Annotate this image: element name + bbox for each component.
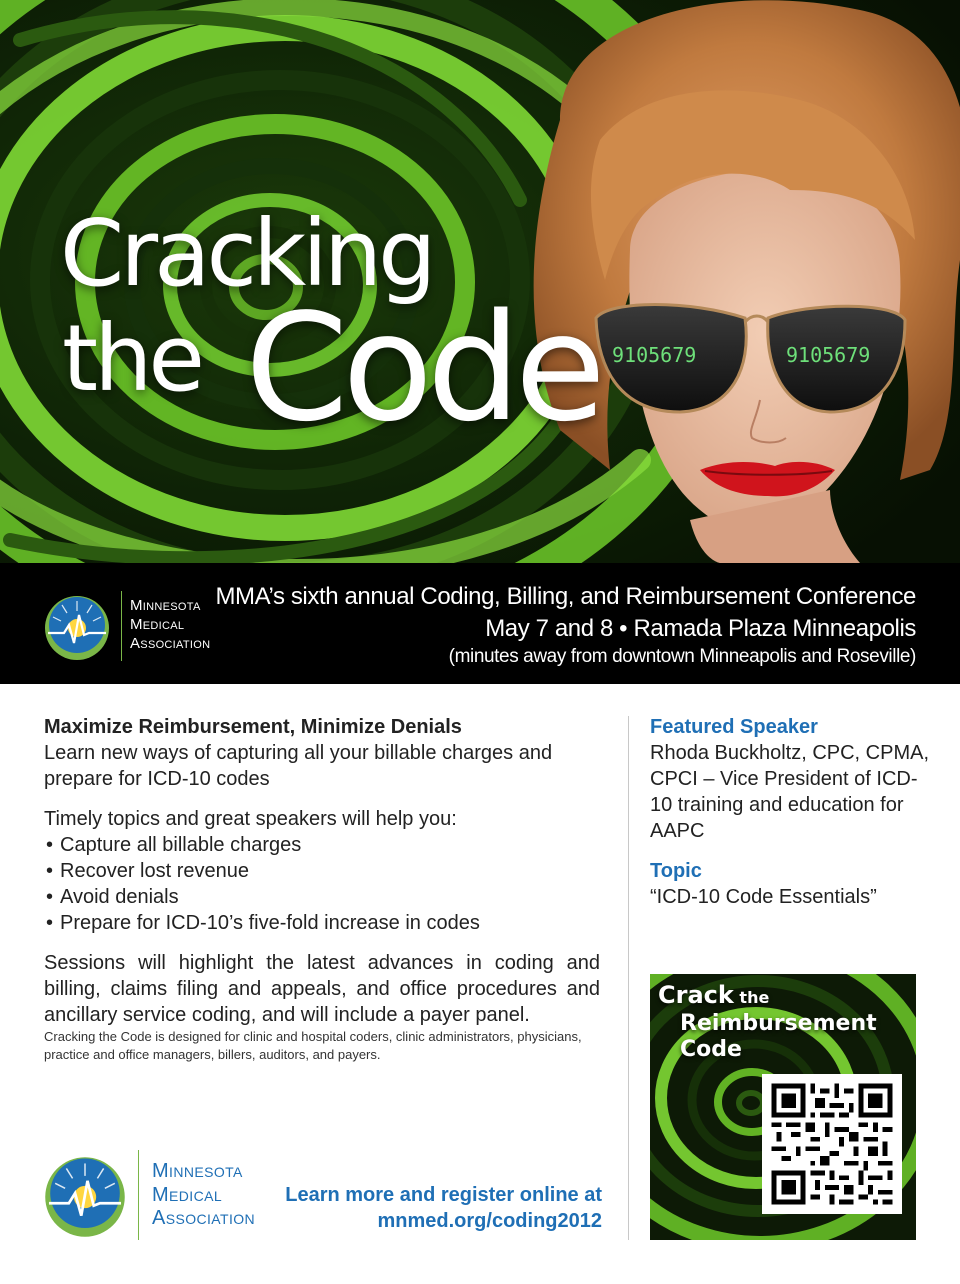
list-item: • Capture all billable charges xyxy=(44,832,600,858)
wordmark-line: Minnesota xyxy=(152,1160,243,1182)
audience-note: Cracking the Code is designed for clinic and hospital coders, clinic administrators, physicians, practice and office managers, billers, auditors, and payers. xyxy=(44,1029,582,1062)
sunglass-digits-left: 9105679 xyxy=(612,343,697,367)
list-item: • Avoid denials xyxy=(44,884,600,910)
register-text: Learn more and register online at xyxy=(285,1184,602,1206)
mma-logo-icon xyxy=(44,595,110,661)
speaker-text: Rhoda Buckholtz, CPC, CPMA, CPCI – Vice President of ICD-10 training and education for AAPC xyxy=(650,742,929,842)
register-link[interactable]: mnmed.org/coding2012 xyxy=(377,1210,602,1232)
sessions-text: Sessions will highlight the latest advances in coding and billing, claims filing and appeals, and office procedures and ancillary service coding, and will include a payer panel. xyxy=(44,952,600,1026)
list-item: • Recover lost revenue xyxy=(44,858,600,884)
intro-text: Learn new ways of capturing all your billable charges and prepare for ICD-10 codes xyxy=(44,742,553,790)
qr-title-the: the xyxy=(739,988,770,1007)
qr-title-code: Code xyxy=(680,1037,742,1062)
logo-divider xyxy=(121,591,122,661)
wordmark-line: Medical xyxy=(130,616,185,633)
hero-title-code: Code xyxy=(245,282,600,454)
conference-location-note: (minutes away from downtown Minneapolis and Roseville) xyxy=(448,646,916,667)
mma-wordmark xyxy=(130,596,210,653)
footer-logo-divider xyxy=(138,1150,139,1240)
main-description xyxy=(44,714,600,1064)
conference-date-venue: May 7 and 8 • Ramada Plaza Minneapolis xyxy=(485,615,916,642)
conference-banner xyxy=(0,563,960,684)
qr-title-crack: Crack xyxy=(658,981,734,1009)
qr-promo-box xyxy=(650,974,916,1240)
wordmark-line: Association xyxy=(130,635,211,652)
sunglass-digits-right: 9105679 xyxy=(786,343,871,367)
qr-promo-title xyxy=(658,982,877,1063)
qr-code[interactable] xyxy=(762,1074,902,1214)
speaker-panel xyxy=(650,714,930,910)
topics-lead: Timely topics and great speakers will help you: xyxy=(44,808,457,830)
footer-mma-wordmark xyxy=(152,1160,255,1231)
register-callout xyxy=(285,1182,602,1234)
qr-title-reimbursement: Reimbursement xyxy=(680,1011,877,1036)
topic-heading: Topic xyxy=(650,860,702,882)
speaker-heading: Featured Speaker xyxy=(650,716,818,738)
wordmark-line: Association xyxy=(152,1207,256,1229)
benefit-list xyxy=(44,832,600,936)
topic-text: “ICD-10 Code Essentials” xyxy=(650,886,877,908)
hero-title-cracking: Cracking xyxy=(60,200,433,307)
column-divider xyxy=(628,716,629,1240)
list-item: • Prepare for ICD-10’s five-fold increase in codes xyxy=(44,910,600,936)
section-heading: Maximize Reimbursement, Minimize Denials xyxy=(44,716,462,738)
hero-image xyxy=(0,0,960,563)
conference-title: MMA’s sixth annual Coding, Billing, and Reimbursement Conference xyxy=(215,583,916,610)
mma-logo-footer-icon xyxy=(44,1156,126,1238)
wordmark-line: Medical xyxy=(152,1183,223,1206)
wordmark-line: Minnesota xyxy=(130,597,201,614)
hero-title-the: the xyxy=(62,305,201,412)
